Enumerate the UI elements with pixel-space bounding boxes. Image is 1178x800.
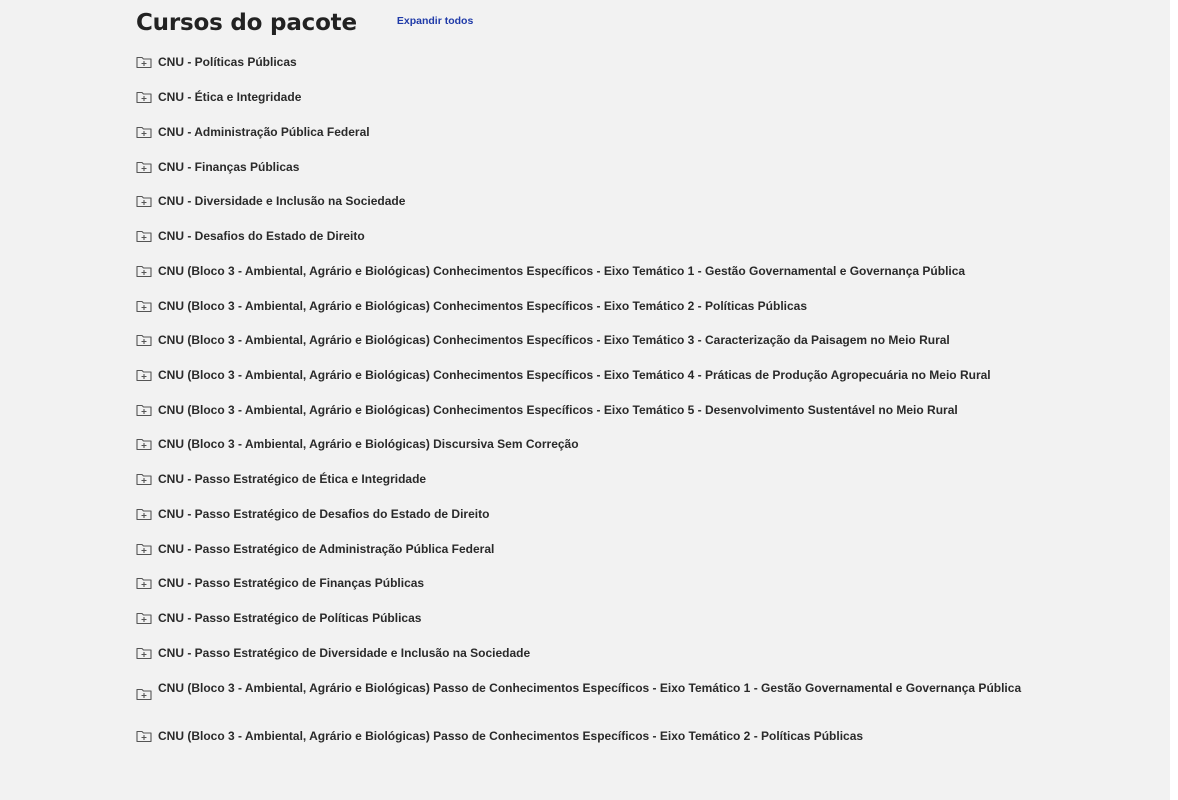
course-item[interactable] bbox=[136, 55, 1038, 69]
folder-plus-icon bbox=[136, 125, 152, 139]
course-item[interactable] bbox=[136, 542, 1038, 556]
course-title: CNU - Políticas Públicas bbox=[158, 55, 297, 69]
course-title: CNU - Administração Pública Federal bbox=[158, 125, 370, 139]
course-title: CNU (Bloco 3 - Ambiental, Agrário e Biológicas) Conhecimentos Específicos - Eixo Temático 2 - Políticas Públicas bbox=[158, 299, 808, 313]
course-item[interactable] bbox=[136, 611, 1038, 625]
course-title: CNU (Bloco 3 - Ambiental, Agrário e Biológicas) Conhecimentos Específicos - Eixo Temático 4 - Práticas de Produção Agropecuária no Meio Rural bbox=[158, 368, 991, 382]
folder-plus-icon bbox=[136, 403, 152, 417]
course-title: CNU (Bloco 3 - Ambiental, Agrário e Biológicas) Discursiva Sem Correção bbox=[158, 437, 579, 451]
folder-plus-icon bbox=[136, 160, 152, 174]
folder-plus-icon bbox=[136, 55, 152, 69]
course-title: CNU - Passo Estratégico de Administração Pública Federal bbox=[158, 542, 495, 556]
course-item[interactable] bbox=[136, 368, 1038, 382]
course-title: CNU - Passo Estratégico de Desafios do Estado de Direito bbox=[158, 507, 490, 521]
course-title: CNU (Bloco 3 - Ambiental, Agrário e Biológicas) Conhecimentos Específicos - Eixo Temático 3 - Caracterização da Paisagem no Meio Rural bbox=[158, 333, 950, 347]
course-title: CNU - Diversidade e Inclusão na Sociedade bbox=[158, 194, 406, 208]
course-title: CNU (Bloco 3 - Ambiental, Agrário e Biológicas) Passo de Conhecimentos Específicos - Eixo Temático 2 - Políticas Públicas bbox=[158, 729, 864, 743]
expand-all-link[interactable]: Expandir todos bbox=[396, 15, 474, 27]
course-title: CNU - Passo Estratégico de Políticas Públicas bbox=[158, 611, 422, 625]
course-item[interactable] bbox=[136, 299, 1038, 313]
folder-plus-icon bbox=[136, 90, 152, 104]
folder-plus-icon bbox=[136, 264, 152, 278]
folder-plus-icon bbox=[136, 437, 152, 451]
course-title: CNU (Bloco 3 - Ambiental, Agrário e Biológicas) Conhecimentos Específicos - Eixo Temático 5 - Desenvolvimento Sustentável no Meio Rural bbox=[158, 403, 958, 417]
course-title: CNU (Bloco 3 - Ambiental, Agrário e Biológicas) Passo de Conhecimentos Específicos - Eixo Temático 1 - Gestão Governamental e Governança Pública bbox=[158, 681, 1022, 695]
course-item[interactable] bbox=[136, 437, 1038, 451]
course-item[interactable] bbox=[136, 229, 1038, 243]
course-item[interactable] bbox=[136, 194, 1038, 208]
folder-plus-icon bbox=[136, 687, 152, 701]
course-item[interactable] bbox=[136, 160, 1038, 174]
course-item[interactable] bbox=[136, 90, 1038, 104]
course-item[interactable] bbox=[136, 125, 1038, 139]
folder-plus-icon bbox=[136, 576, 152, 590]
course-item[interactable] bbox=[136, 264, 1038, 278]
course-title: CNU - Passo Estratégico de Finanças Públicas bbox=[158, 576, 425, 590]
course-title: CNU - Finanças Públicas bbox=[158, 160, 300, 174]
folder-plus-icon bbox=[136, 542, 152, 556]
course-title: CNU - Passo Estratégico de Diversidade e Inclusão na Sociedade bbox=[158, 646, 531, 660]
course-item[interactable] bbox=[136, 729, 1038, 743]
folder-plus-icon bbox=[136, 333, 152, 347]
folder-plus-icon bbox=[136, 729, 152, 743]
course-item[interactable] bbox=[136, 507, 1038, 521]
course-item[interactable] bbox=[136, 646, 1038, 660]
folder-plus-icon bbox=[136, 472, 152, 486]
course-title: CNU - Desafios do Estado de Direito bbox=[158, 229, 365, 243]
folder-plus-icon bbox=[136, 299, 152, 313]
course-item[interactable] bbox=[136, 333, 1038, 347]
course-title: CNU - Passo Estratégico de Ética e Integridade bbox=[158, 472, 427, 486]
folder-plus-icon bbox=[136, 368, 152, 382]
folder-plus-icon bbox=[136, 646, 152, 660]
folder-plus-icon bbox=[136, 194, 152, 208]
folder-plus-icon bbox=[136, 507, 152, 521]
folder-plus-icon bbox=[136, 611, 152, 625]
course-item[interactable] bbox=[136, 576, 1038, 590]
course-item[interactable] bbox=[136, 472, 1038, 486]
course-item[interactable] bbox=[136, 681, 1038, 701]
course-title: CNU - Ética e Integridade bbox=[158, 90, 302, 104]
course-title: CNU (Bloco 3 - Ambiental, Agrário e Biológicas) Conhecimentos Específicos - Eixo Temático 1 - Gestão Governamental e Governança Pública bbox=[158, 264, 966, 278]
folder-plus-icon bbox=[136, 229, 152, 243]
page-title: Cursos do pacote bbox=[136, 10, 357, 36]
course-item[interactable] bbox=[136, 403, 1038, 417]
header bbox=[136, 10, 473, 36]
